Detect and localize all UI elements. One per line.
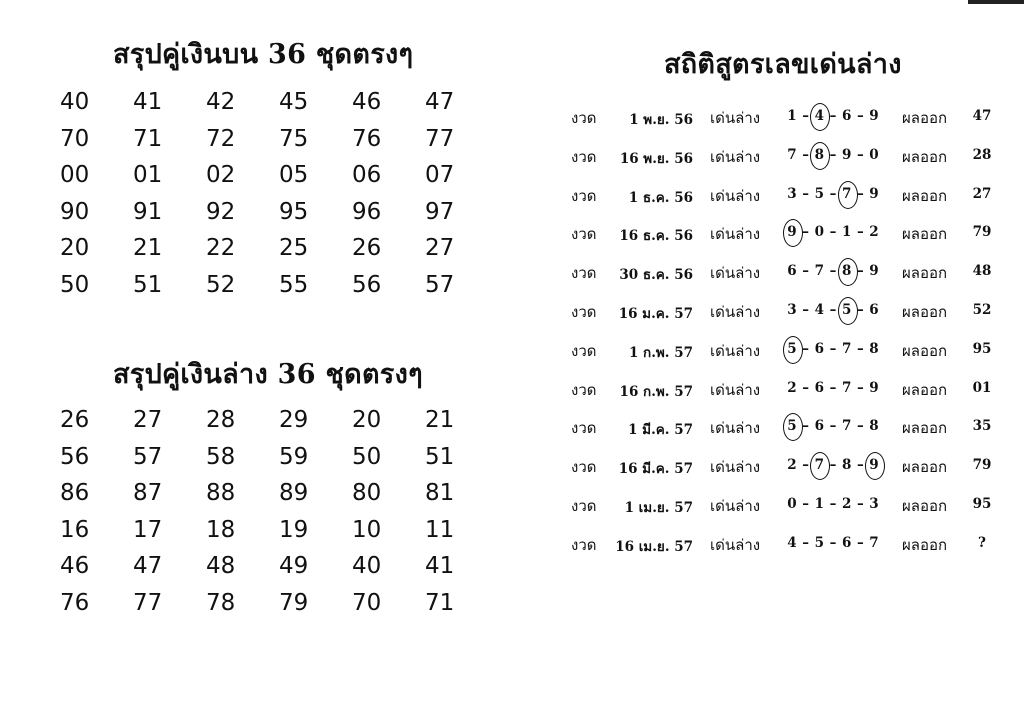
stats-row xyxy=(565,176,995,215)
pair-number: 50 xyxy=(60,271,90,298)
pair-number: 78 xyxy=(206,589,236,616)
result-value: 95 xyxy=(972,495,992,512)
circled-digit: 5 xyxy=(784,418,800,434)
circled-digit: 7 xyxy=(839,186,855,202)
draw-date: 30 ธ.ค. 56 xyxy=(619,267,693,284)
digit-separator: – xyxy=(802,534,810,551)
digit: 7 xyxy=(841,379,852,396)
result-value: 27 xyxy=(972,185,992,202)
circled-digit: 5 xyxy=(839,302,855,318)
digit-separator: – xyxy=(829,224,837,241)
circled-digit: 4 xyxy=(811,108,827,124)
pair-number: 20 xyxy=(60,235,90,262)
digit-separator: – xyxy=(829,495,837,512)
pair-number: 18 xyxy=(206,516,236,543)
formula-type: เด่นล่าง xyxy=(710,380,761,399)
digit-separator: – xyxy=(802,340,810,357)
digit: 2 xyxy=(841,495,852,512)
digit: 7 xyxy=(814,263,825,280)
pair-number: 88 xyxy=(206,480,236,507)
pair-number: 10 xyxy=(352,516,382,543)
digit: 4 xyxy=(814,301,825,318)
pair-number: 56 xyxy=(60,443,90,470)
draw-label: งวด xyxy=(571,264,597,283)
digit: 1 xyxy=(787,108,797,124)
digit-sequence xyxy=(784,186,882,202)
result-label: ผลออก xyxy=(902,535,948,554)
digit-separator: – xyxy=(856,263,864,280)
digit: 6 xyxy=(814,418,825,435)
digit-separator: – xyxy=(829,146,837,163)
pair-number: 72 xyxy=(206,125,236,152)
stats-row xyxy=(565,214,995,253)
digit-separator: – xyxy=(856,379,864,396)
digit: 8 xyxy=(841,457,852,474)
pair-number: 26 xyxy=(60,407,90,433)
pair-number: 50 xyxy=(352,443,382,470)
pair-number: 19 xyxy=(279,516,309,543)
upper-pairs-title: สรุปคู่เงินบน 36 ชุดตรงๆ xyxy=(113,39,414,70)
draw-date: 1 ก.พ. 57 xyxy=(628,344,693,361)
pair-number: 49 xyxy=(279,553,309,580)
pair-number: 47 xyxy=(133,553,163,580)
draw-date: 16 พ.ย. 56 xyxy=(619,150,693,167)
digit-separator: – xyxy=(829,340,837,357)
result-value: 01 xyxy=(972,379,992,396)
pair-number: 80 xyxy=(352,480,382,507)
stats-row xyxy=(565,253,995,292)
draw-label: งวด xyxy=(571,109,597,127)
formula-type: เด่นล่าง xyxy=(710,496,761,515)
pair-number: 76 xyxy=(60,589,90,616)
pair-number: 70 xyxy=(352,589,382,616)
pair-number: 45 xyxy=(279,89,309,115)
pair-number: 86 xyxy=(60,480,90,507)
pair-number: 89 xyxy=(279,480,309,507)
pair-number: 71 xyxy=(133,125,163,152)
pair-number: 57 xyxy=(133,443,163,470)
digit: 4 xyxy=(787,534,797,551)
circled-digit: 8 xyxy=(839,263,855,279)
digit: 6 xyxy=(841,534,852,551)
result-label: ผลออก xyxy=(902,458,948,477)
circled-digit: 9 xyxy=(866,457,882,473)
result-value: 79 xyxy=(972,457,992,474)
digit: 6 xyxy=(814,340,825,357)
digit-sequence xyxy=(784,224,882,240)
digit-separator: – xyxy=(856,418,864,435)
pair-number: 41 xyxy=(133,89,163,115)
pair-number: 46 xyxy=(60,553,90,580)
pair-number: 40 xyxy=(352,553,382,580)
digit: 3 xyxy=(787,301,797,318)
pair-number: 97 xyxy=(425,198,455,225)
formula-type: เด่นล่าง xyxy=(710,341,761,360)
draw-date: 16 เม.ย. 57 xyxy=(615,538,693,555)
pair-number: 21 xyxy=(133,235,163,262)
pair-number: 46 xyxy=(352,89,382,115)
stats-row xyxy=(565,486,995,525)
pair-number: 00 xyxy=(60,162,90,189)
pair-number: 58 xyxy=(206,443,236,470)
pair-number: 77 xyxy=(133,589,163,616)
draw-label: งวด xyxy=(571,302,597,321)
draw-label: งวด xyxy=(571,341,597,360)
formula-type: เด่นล่าง xyxy=(710,535,761,554)
digit-separator: – xyxy=(856,224,864,241)
stats-row xyxy=(565,292,995,331)
pair-number: 57 xyxy=(425,271,455,298)
lower-pairs-grid xyxy=(57,402,495,622)
draw-date: 1 มี.ค. 57 xyxy=(628,422,693,439)
pair-number: 51 xyxy=(133,271,163,298)
result-value: ? xyxy=(978,534,986,551)
pair-number: 28 xyxy=(206,407,236,433)
pair-number: 48 xyxy=(206,553,236,580)
result-label: ผลออก xyxy=(902,147,948,166)
draw-label: งวด xyxy=(571,225,597,244)
digit: 6 xyxy=(869,301,879,318)
stats-row xyxy=(565,137,995,176)
digit: 6 xyxy=(841,108,852,124)
pair-number: 71 xyxy=(425,589,455,616)
draw-date: 16 ธ.ค. 56 xyxy=(619,228,693,245)
digit-separator: – xyxy=(856,495,864,512)
digit-separator: – xyxy=(829,263,837,280)
stats-row xyxy=(565,331,995,370)
pair-number: 79 xyxy=(279,589,309,616)
digit: 7 xyxy=(841,418,852,435)
draw-date: 16 มี.ค. 57 xyxy=(618,461,693,478)
digit: 9 xyxy=(869,379,879,396)
formula-type: เด่นล่าง xyxy=(710,109,761,127)
result-value: 52 xyxy=(972,301,992,318)
digit-separator: – xyxy=(802,263,810,280)
formula-type: เด่นล่าง xyxy=(710,458,761,477)
digit-separator: – xyxy=(802,379,810,396)
digit-separator: – xyxy=(856,340,864,357)
digit-sequence xyxy=(784,535,882,551)
digit-separator: – xyxy=(802,108,810,124)
formula-type: เด่นล่าง xyxy=(710,186,761,205)
pair-number: 11 xyxy=(425,516,455,543)
digit-separator: – xyxy=(829,457,837,474)
result-label: ผลออก xyxy=(902,225,948,244)
pair-number: 51 xyxy=(425,443,455,470)
result-value: 47 xyxy=(972,108,992,124)
stats-row xyxy=(565,370,995,409)
draw-date: 1 เม.ย. 57 xyxy=(624,499,693,516)
digit-sequence xyxy=(784,380,882,396)
digit-separator: – xyxy=(802,185,810,202)
digit: 9 xyxy=(869,185,879,202)
stats-row xyxy=(565,98,995,137)
pair-number: 95 xyxy=(279,198,309,225)
digit-separator: – xyxy=(829,379,837,396)
digit: 5 xyxy=(814,534,825,551)
pair-number: 21 xyxy=(425,407,455,433)
upper-pairs-grid xyxy=(57,84,495,304)
digit: 7 xyxy=(869,534,879,551)
pair-number: 77 xyxy=(425,125,455,152)
pair-number: 16 xyxy=(60,516,90,543)
pair-number: 87 xyxy=(133,480,163,507)
digit: 9 xyxy=(841,146,852,163)
result-label: ผลออก xyxy=(902,186,948,205)
digit-sequence xyxy=(784,457,882,473)
digit: 1 xyxy=(841,224,852,241)
digit-sequence xyxy=(784,341,882,357)
digit: 6 xyxy=(787,263,797,280)
draw-date: 1 ธ.ค. 56 xyxy=(628,189,693,206)
pair-number: 20 xyxy=(352,407,382,433)
result-value: 35 xyxy=(972,418,992,435)
pair-number: 92 xyxy=(206,198,236,225)
draw-label: งวด xyxy=(571,186,597,205)
digit-sequence xyxy=(784,496,882,512)
pair-number: 91 xyxy=(133,198,163,225)
digit-separator: – xyxy=(829,534,837,551)
digit-separator: – xyxy=(856,146,864,163)
lower-pairs-title: สรุปคู่เงินล่าง 36 ชุดตรงๆ xyxy=(113,359,423,390)
formula-type: เด่นล่าง xyxy=(710,225,761,244)
formula-type: เด่นล่าง xyxy=(710,264,761,283)
digit-separator: – xyxy=(856,534,864,551)
digit: 8 xyxy=(869,340,879,357)
digit: 2 xyxy=(869,224,879,241)
pair-number: 55 xyxy=(279,271,309,298)
digit: 9 xyxy=(869,108,879,124)
digit-separator: – xyxy=(829,108,837,124)
result-value: 48 xyxy=(972,263,992,280)
digit: 8 xyxy=(869,418,879,435)
result-label: ผลออก xyxy=(902,419,948,438)
formula-type: เด่นล่าง xyxy=(710,147,761,166)
circled-digit: 8 xyxy=(811,147,827,163)
pair-number: 01 xyxy=(133,162,163,189)
corner-divider xyxy=(968,0,1024,4)
result-label: ผลออก xyxy=(902,109,948,127)
stats-row xyxy=(565,447,995,486)
pair-number: 17 xyxy=(133,516,163,543)
result-value: 79 xyxy=(972,224,992,241)
draw-label: งวด xyxy=(571,496,597,515)
digit-separator: – xyxy=(829,301,837,318)
draw-label: งวด xyxy=(571,147,597,166)
pair-number: 59 xyxy=(279,443,309,470)
draw-date: 1 พ.ย. 56 xyxy=(629,112,693,128)
digit: 0 xyxy=(869,146,879,163)
digit: 6 xyxy=(814,379,825,396)
digit-separator: – xyxy=(802,146,810,163)
digit-sequence xyxy=(784,147,882,163)
draw-label: งวด xyxy=(571,458,597,477)
pair-number: 26 xyxy=(352,235,382,262)
pair-number: 47 xyxy=(425,89,455,115)
pair-number: 05 xyxy=(279,162,309,189)
pair-number: 02 xyxy=(206,162,236,189)
pair-number: 29 xyxy=(279,407,309,433)
pair-number: 76 xyxy=(352,125,382,152)
digit: 1 xyxy=(814,495,825,512)
digit-separator: – xyxy=(802,301,810,318)
pair-number: 40 xyxy=(60,89,90,115)
digit-sequence xyxy=(784,108,882,124)
pair-number: 41 xyxy=(425,553,455,580)
pair-number: 56 xyxy=(352,271,382,298)
stats-title: สถิติสูตรเลขเด่นล่าง xyxy=(664,49,902,80)
digit: 7 xyxy=(841,340,852,357)
result-value: 28 xyxy=(972,146,992,163)
formula-type: เด่นล่าง xyxy=(710,419,761,438)
pair-number: 42 xyxy=(206,89,236,115)
digit-sequence xyxy=(784,263,882,279)
digit-separator: – xyxy=(829,185,837,202)
pair-number: 81 xyxy=(425,480,455,507)
digit: 3 xyxy=(869,495,879,512)
digit-separator: – xyxy=(802,418,810,435)
stats-row xyxy=(565,408,995,447)
circled-digit: 9 xyxy=(784,224,800,240)
draw-label: งวด xyxy=(571,380,597,399)
pair-number: 25 xyxy=(279,235,309,262)
pair-number: 75 xyxy=(279,125,309,152)
digit: 2 xyxy=(787,457,797,474)
draw-label: งวด xyxy=(571,419,597,438)
digit-sequence xyxy=(784,418,882,434)
digit: 0 xyxy=(787,495,797,512)
pair-number: 70 xyxy=(60,125,90,152)
result-value: 95 xyxy=(972,340,992,357)
pair-number: 90 xyxy=(60,198,90,225)
result-label: ผลออก xyxy=(902,341,948,360)
digit: 0 xyxy=(814,224,825,241)
pair-number: 52 xyxy=(206,271,236,298)
digit-separator: – xyxy=(829,418,837,435)
digit-separator: – xyxy=(856,108,864,124)
digit-sequence xyxy=(784,302,882,318)
result-label: ผลออก xyxy=(902,264,948,283)
digit-separator: – xyxy=(856,301,864,318)
formula-type: เด่นล่าง xyxy=(710,302,761,321)
circled-digit: 7 xyxy=(811,457,827,473)
circled-digit: 5 xyxy=(784,341,800,357)
result-label: ผลออก xyxy=(902,302,948,321)
stats-row xyxy=(565,525,995,564)
digit-separator: – xyxy=(856,457,864,474)
digit-separator: – xyxy=(802,495,810,512)
pair-number: 27 xyxy=(133,407,163,433)
digit: 7 xyxy=(787,146,797,163)
pair-number: 22 xyxy=(206,235,236,262)
digit: 5 xyxy=(814,185,825,202)
draw-date: 16 ม.ค. 57 xyxy=(618,305,693,322)
draw-label: งวด xyxy=(571,535,597,554)
digit: 9 xyxy=(869,263,879,280)
pair-number: 96 xyxy=(352,198,382,225)
draw-date: 16 ก.พ. 57 xyxy=(619,383,693,400)
stats-table xyxy=(565,98,995,564)
digit-separator: – xyxy=(802,457,810,474)
result-label: ผลออก xyxy=(902,380,948,399)
digit-separator: – xyxy=(802,224,810,241)
digit-separator: – xyxy=(856,185,864,202)
pair-number: 06 xyxy=(352,162,382,189)
result-label: ผลออก xyxy=(902,496,948,515)
digit: 3 xyxy=(787,185,797,202)
digit: 2 xyxy=(787,379,797,396)
pair-number: 27 xyxy=(425,235,455,262)
pair-number: 07 xyxy=(425,162,455,189)
